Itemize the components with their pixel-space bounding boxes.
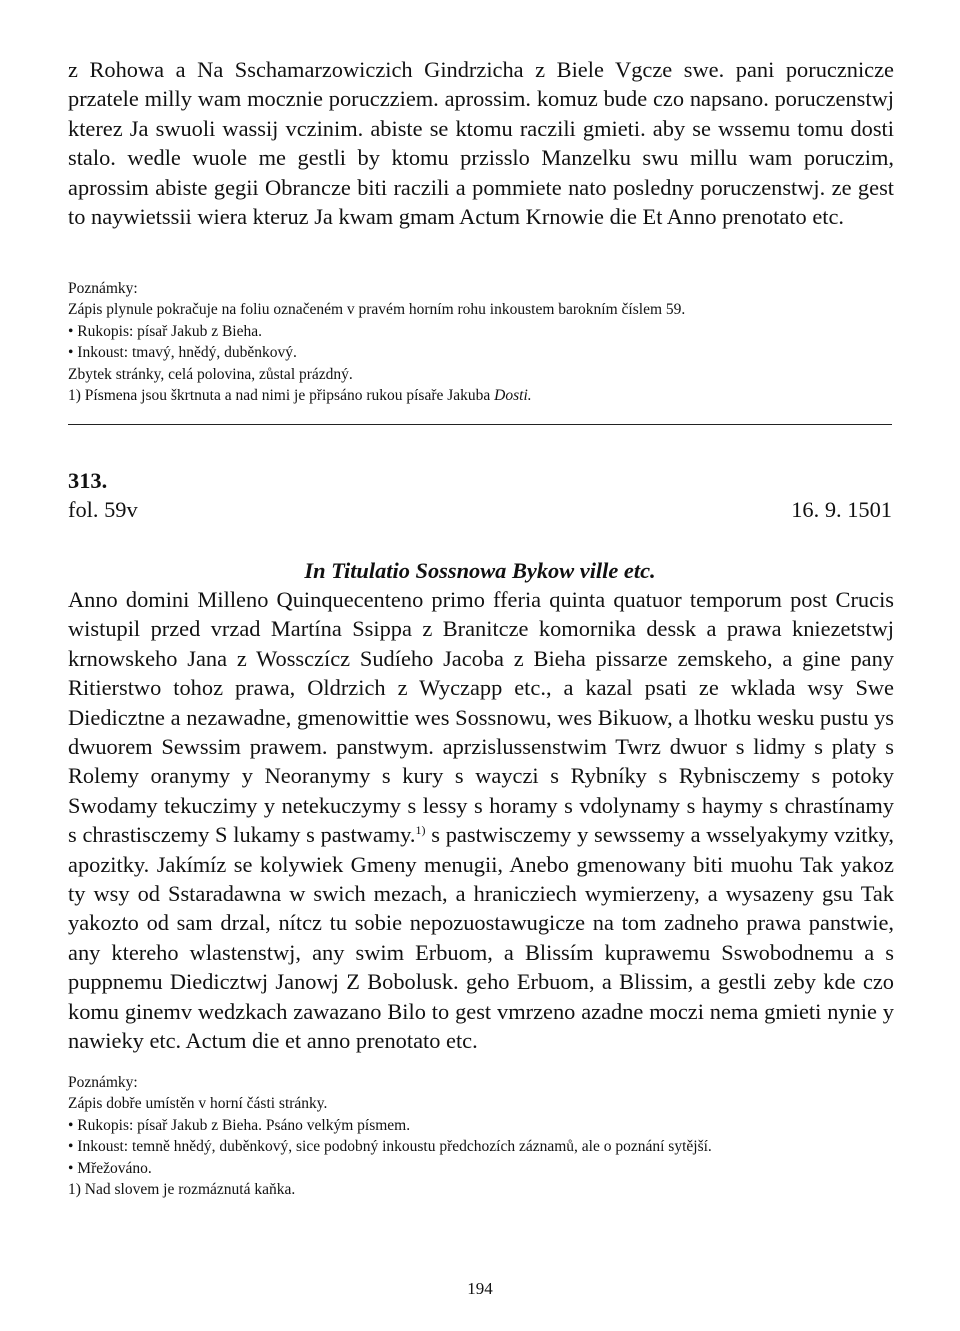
footnote-italic-word: Dosti.: [494, 387, 532, 405]
footnote-text: 1) Písmena jsou škrtnuta a nad nimi je připsáno rukou písaře Jakuba: [68, 387, 495, 405]
note-line: • Mřežováno.: [68, 1159, 152, 1177]
note-line: 1) Nad slovem je rozmáznutá kaňka.: [68, 1181, 296, 1199]
note-line: Zápis dobře umístěn v horní části stránky.: [68, 1095, 328, 1113]
entry-date: 16. 9. 1501: [791, 497, 892, 522]
page-number: 194: [467, 1279, 493, 1298]
entry-text: [68, 585, 894, 1056]
note-line: • Inkoust: temně hnědý, duběnkový, sice podobný inkoustu předchozích záznamů, ale o poznání sytější.: [68, 1138, 712, 1156]
notes-heading: Poznámky:: [68, 280, 138, 297]
footnote-line: [68, 385, 894, 406]
note-line: Zbytek stránky, celá polovina, zůstal prázdný.: [68, 365, 353, 383]
entry-text-part-2: s pastwisczemy y sewssemy a wsselyakymy vzitky, apozitky. Jakímíz se kolywiek Gmeny menugii, Anebo gmenowany biti muohu Tak yakoz ty wsy od Sstaradawna w swich mezach, a hranicziech wymierzeny, a wysazeny gsu Tak yakozto od sam drzal, nítcz tu sobie nepozuostawugicze na tom zadneho prawa panstwie, any ktereho wlastenstwj, any swim Erbuom, a Blissím kuprawemu Sswobodnemu a s puppnemu Diedicztwj Janowj Z Bobolusk. geho Erbuom, a Blissim, a gestli zeby kde czo komu ginemv wedzkach zawazano Bilo to gest vmrzeno azadne moczi nema gmieti nynie y nawieky etc. Actum die et anno prenotato etc.: [68, 822, 894, 1054]
note-line: • Rukopis: písař Jakub z Bieha. Psáno velkým písmem.: [68, 1116, 411, 1134]
note-line: • Inkoust: tmavý, hnědý, duběnkový.: [68, 344, 297, 362]
notes-block-entry: [68, 1072, 894, 1200]
entry-title: In Titulatio Sossnowa Bykow ville etc.: [304, 558, 656, 583]
separator-rule: [68, 424, 892, 425]
entry-folio: fol. 59v: [68, 497, 138, 522]
entry-text-part-1: Anno domini Milleno Quinquecenteno primo fferia quinta quatuor temporum post Crucis wistupil przed vrzad Martína Ssippa z Branitcze komornika dessk a prawa kniezetstwj krnowskeho Jana z Wossczícz Sudíeho Jacoba z Bieha pissarze zemskeho, a gine pany Ritierstwo tohoz prawa, Oldrzich z Wyczapp etc., a kazal psati ze wklada wsy Swe Diedicztne a nezawadne, gmenowittie wes Sossnowu, wes Bikuow, a lhotku wesku pustu ys dwuorem Sewssim prawem. panstwym. aprzislussenstwim Twrz dwuor s lidmy s platy s Rolemy oranymy y Neoranymy s kury s wayczi s Rybníky s Rybnisczemy s potoky Swodamy tekuczimy y netekuczymy s lessy s horamy s vdolynamy s haymy s chrastínamy s chrastisczemy S lukamy s pastwamy.: [68, 587, 894, 848]
continued-entry-text: z Rohowa a Na Sschamarzowiczich Gindrzicha z Biele Vgcze swe. pani porucznicze przatele milly wam mocznie poruczziem. aprossim. komuz bude czo napsano. poruczenstwj kterez Ja swuoli wassij vczinim. abiste se ktomu raczili gmieti. aby se wssemu tomu dosti stalo. wedle wuole me gestli by ktomu przisslo Manzelku swu millu wam poruczim, aprossim abiste gegii Obrancze biti raczili a pommiete nato posledny poruczenstwj. ze gest to naywietssii wiera kteruz Ja kwam gmam Actum Krnowie die Et Anno prenotato etc.: [68, 57, 894, 230]
notes-heading: Poznámky:: [68, 1074, 138, 1091]
note-line: • Rukopis: písař Jakub z Bieha.: [68, 322, 262, 340]
note-line: Zápis plynule pokračuje na foliu označeném v pravém horním rohu inkoustem barokním číslem 59.: [68, 301, 686, 319]
footnote-marker: 1): [415, 823, 426, 838]
notes-block-previous: [68, 278, 894, 406]
entry-number: 313.: [68, 468, 108, 493]
